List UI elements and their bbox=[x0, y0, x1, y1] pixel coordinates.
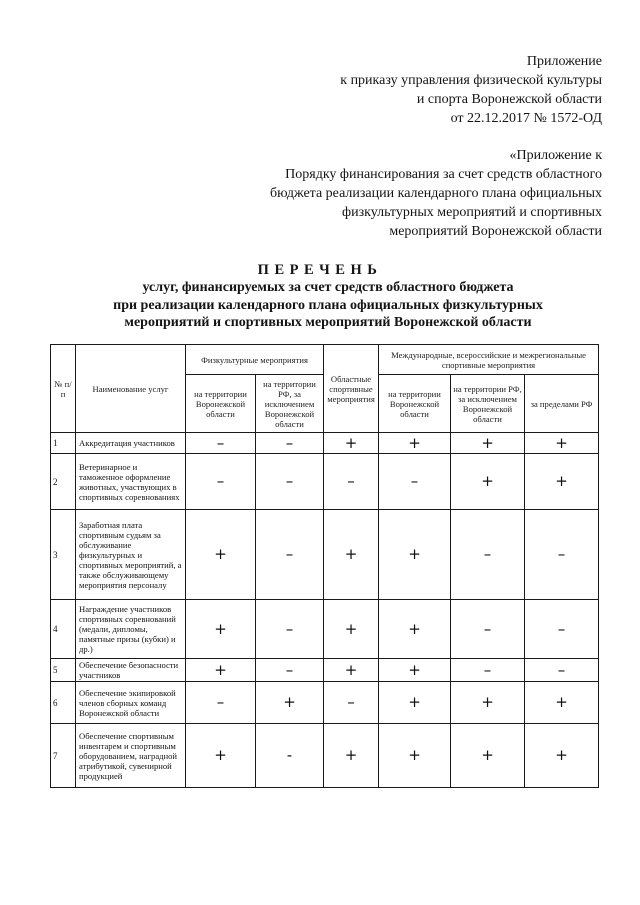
annex-line: бюджета реализации календарного плана официальных bbox=[269, 186, 602, 201]
service-name: Ветеринарное и таможенное оформление животных, участвующих в спортивных соревнованиях bbox=[76, 454, 186, 510]
service-name: Обеспечение экипировкой членов сборных команд Воронежской области bbox=[76, 682, 186, 724]
mark-cell: + bbox=[324, 724, 379, 788]
mark-cell: – bbox=[324, 682, 379, 724]
mark-cell: – bbox=[451, 659, 525, 682]
header-line: от 22.12.2017 № 1572-ОД bbox=[450, 111, 602, 126]
mark-cell: – bbox=[379, 454, 451, 510]
col-header-fitness-rf-except: на территории РФ, за исключением Воронежской области bbox=[256, 375, 324, 433]
table-row bbox=[51, 682, 599, 724]
col-header-national-events: Международные, всероссийские и межрегиональные спортивные мероприятия bbox=[379, 345, 599, 375]
col-header-fitness-events: Физкультурные мероприятия bbox=[186, 345, 324, 375]
table-row bbox=[51, 454, 599, 510]
mark-cell: + bbox=[324, 510, 379, 600]
mark-cell: + bbox=[186, 724, 256, 788]
mark-cell: – bbox=[451, 600, 525, 659]
order-reference bbox=[340, 52, 602, 128]
annex-reference bbox=[270, 146, 602, 241]
service-name: Заработная плата спортивным судьям за обслуживание физкультурных и спортивных мероприятий, а также обслуживающему мероприятия персоналу bbox=[76, 510, 186, 600]
mark-cell: – bbox=[256, 659, 324, 682]
mark-cell: – bbox=[256, 510, 324, 600]
row-number: 6 bbox=[51, 682, 76, 724]
mark-cell: + bbox=[256, 682, 324, 724]
mark-cell: + bbox=[451, 454, 525, 510]
header-line: Приложение bbox=[526, 54, 602, 69]
mark-cell: + bbox=[186, 659, 256, 682]
mark-cell: + bbox=[451, 682, 525, 724]
mark-cell: + bbox=[324, 600, 379, 659]
mark-cell: + bbox=[525, 682, 599, 724]
row-number: 3 bbox=[51, 510, 76, 600]
mark-cell: + bbox=[186, 600, 256, 659]
mark-cell: – bbox=[186, 682, 256, 724]
subtitle-line: услуг, финансируемых за счет средств областного бюджета bbox=[142, 280, 514, 295]
col-header-number: № п/п bbox=[51, 345, 76, 433]
table-row bbox=[51, 600, 599, 659]
service-name: Обеспечение безопасности участников bbox=[76, 659, 186, 682]
col-header-service-name: Наименование услуг bbox=[76, 345, 186, 433]
table-row bbox=[51, 724, 599, 788]
mark-cell: – bbox=[324, 454, 379, 510]
header-line: и спорта Воронежской области bbox=[416, 92, 602, 107]
row-number: 1 bbox=[51, 433, 76, 454]
annex-line: мероприятий Воронежской области bbox=[389, 224, 602, 239]
mark-cell: – bbox=[451, 510, 525, 600]
service-name: Обеспечение спортивным инвентарем и спортивным оборудованием, наградной атрибутикой, сувенирной продукцией bbox=[76, 724, 186, 788]
subtitle-line: при реализации календарного плана официальных физкультурных bbox=[113, 297, 543, 313]
mark-cell: + bbox=[379, 600, 451, 659]
annex-line: физкультурных мероприятий и спортивных bbox=[342, 205, 602, 220]
mark-cell: – bbox=[256, 600, 324, 659]
mark-cell: + bbox=[324, 659, 379, 682]
col-header-sport-abroad: за пределами РФ bbox=[525, 375, 599, 433]
mark-cell: + bbox=[379, 659, 451, 682]
mark-cell: – bbox=[186, 454, 256, 510]
col-header-sport-rf-except: на территории РФ, за исключением Воронежской области bbox=[451, 375, 525, 433]
mark-cell: – bbox=[525, 659, 599, 682]
col-header-regional-sport-events: Областные спортивные мероприятия bbox=[324, 345, 379, 433]
mark-cell: – bbox=[256, 433, 324, 454]
mark-cell: – bbox=[186, 433, 256, 454]
mark-cell: + bbox=[379, 724, 451, 788]
service-name: Аккредитация участников bbox=[76, 433, 186, 454]
table-row bbox=[51, 433, 599, 454]
table-row bbox=[51, 659, 599, 682]
col-header-fitness-in-region: на территории Воронежской области bbox=[186, 375, 256, 433]
mark-cell: – bbox=[256, 454, 324, 510]
row-number: 4 bbox=[51, 600, 76, 659]
service-name: Награждение участников спортивных соревнований (медали, дипломы, памятные призы (кубки) и др.) bbox=[76, 600, 186, 659]
mark-cell: + bbox=[525, 724, 599, 788]
mark-cell: + bbox=[451, 724, 525, 788]
mark-cell: - bbox=[256, 724, 324, 788]
document-subtitle bbox=[8, 279, 640, 332]
row-number: 7 bbox=[51, 724, 76, 788]
document-title: ПЕРЕЧЕНЬ bbox=[257, 262, 383, 278]
mark-cell: + bbox=[324, 433, 379, 454]
header-line: к приказу управления физической культуры bbox=[340, 73, 602, 88]
mark-cell: + bbox=[186, 510, 256, 600]
mark-cell: + bbox=[525, 433, 599, 454]
mark-cell: + bbox=[451, 433, 525, 454]
mark-cell: + bbox=[379, 433, 451, 454]
services-table bbox=[50, 344, 599, 788]
annex-line: «Приложение к bbox=[509, 148, 602, 163]
mark-cell: – bbox=[525, 600, 599, 659]
table-row bbox=[51, 510, 599, 600]
subtitle-line: мероприятий и спортивных мероприятий Воронежской области bbox=[124, 315, 532, 330]
row-number: 2 bbox=[51, 454, 76, 510]
annex-line: Порядку финансирования за счет средств областного bbox=[285, 167, 602, 182]
mark-cell: + bbox=[379, 510, 451, 600]
mark-cell: + bbox=[379, 682, 451, 724]
mark-cell: – bbox=[525, 510, 599, 600]
col-header-sport-in-region: на территории Воронежской области bbox=[379, 375, 451, 433]
row-number: 5 bbox=[51, 659, 76, 682]
mark-cell: + bbox=[525, 454, 599, 510]
